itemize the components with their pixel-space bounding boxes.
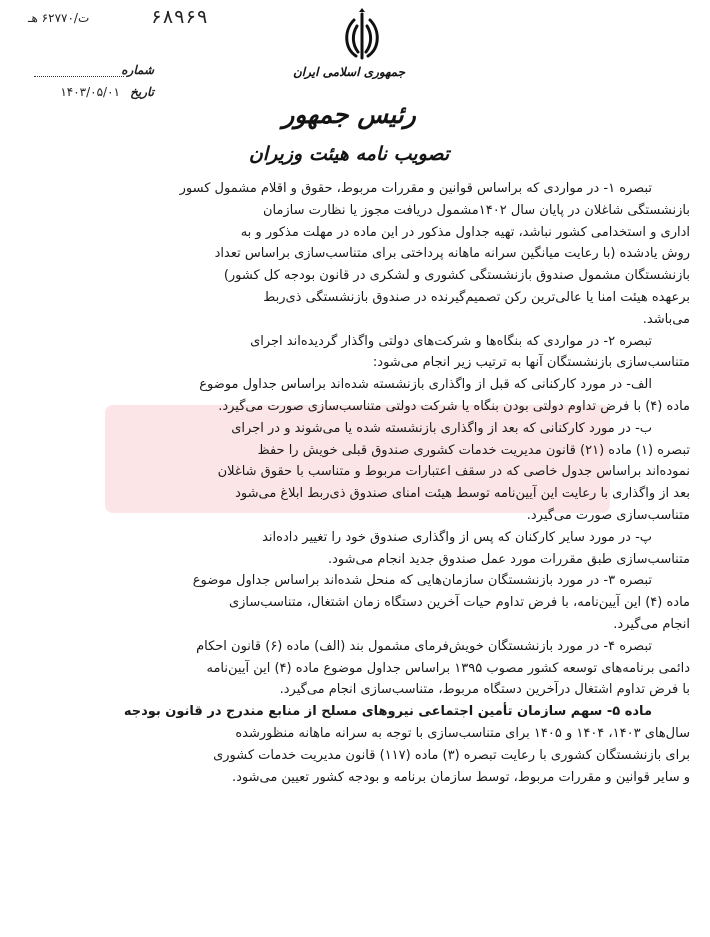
body-line: تبصره (۱) ماده (۲۱) قانون مدیریت خدمات کشوری صندوق قبلی خویش را حفظ — [257, 442, 690, 458]
body-line: بازنشستگی شاغلان در پایان سال ۱۴۰۲مشمول دریافت مجوز یا نظارت سازمان — [262, 202, 690, 218]
body-line: برای بازنشستگان کشوری با رعایت تبصره (۳) ماده (۱۱۷) قانون مدیریت خدمات کشوری — [213, 747, 690, 763]
reference-code: ت/۶۲۷۷۰ هـ — [28, 11, 90, 25]
cabinet-decree-title: تصویب نامه هیئت وزیران — [248, 143, 450, 165]
body-line: متناسب‌سازی صورت می‌گیرد. — [526, 507, 690, 523]
body-line: نموده‌اند براساس جدول خاصی که در سقف اعتبارات مربوط و متناسب با حقوق شاغلان — [217, 464, 690, 480]
body-line: با فرض تداوم اشتغال درآخرین دستگاه مربوط، متناسب‌سازی انجام می‌گیرد. — [279, 682, 690, 698]
body-line: تبصره ۳- در مورد بازنشستگان سازمان‌هایی که منحل شده‌اند براساس جداول موضوع — [192, 573, 652, 589]
body-line: ماده ۵- سهم سازمان تأمین اجتماعی نیروهای مسلح از منابع مندرج در قانون بودجه — [123, 704, 652, 720]
republic-title: جمهوری اسلامی ایران — [292, 65, 406, 79]
body-line: متناسب‌سازی بازنشستگان آنها به ترتیب زیر انجام می‌شود: — [372, 355, 690, 371]
body-line: انجام می‌گیرد. — [613, 616, 690, 632]
reference-number: ۶۸۹۶۹ — [150, 6, 208, 28]
body-line: الف- در مورد کارکنانی که قبل از واگذاری بازنشسته شده‌اند براساس جداول موضوع — [199, 377, 652, 393]
body-line: و سایر قوانین و مقررات مربوط، توسط سازمان برنامه و بودجه کشور تعیین می‌شود. — [231, 769, 690, 785]
iran-emblem-icon — [338, 8, 386, 64]
body-line: ماده (۴) این آیین‌نامه، با فرض تداوم حیات آخرین دستگاه زمان اشتغال، متناسب‌سازی — [228, 595, 690, 611]
body-line: ماده (۴) با فرض تداوم دولتی بودن بنگاه یا شرکت دولتی متناسب‌سازی صورت می‌گیرد. — [218, 398, 690, 414]
body-line: بعد از واگذاری با رعایت این آیین‌نامه توسط هیئت امنای صندوق ذی‌ربط ابلاغ می‌شود — [235, 486, 690, 502]
body-line: اداری و استخدامی کشور نباشد، تهیه جداول مذکور در این ماده در مهلت مذکور و به — [240, 224, 690, 240]
body-line: می‌باشد. — [642, 311, 690, 327]
body-line: پ- در مورد سایر کارکنان که پس از واگذاری صندوق خود را تغییر داده‌اند — [262, 529, 652, 545]
body-line: برعهده هیئت امنا یا عالی‌ترین رکن تصمیم‌گیرنده در صندوق بازنشستگی ذی‌ربط — [263, 289, 690, 305]
body-line: دائمی برنامه‌های توسعه کشور مصوب ۱۳۹۵ براساس جداول موضوع ماده (۴) این آیین‌نامه — [206, 660, 690, 676]
body-line: تبصره ۲- در مواردی که بنگاه‌ها و شرکت‌های دولتی واگذار گردیده‌اند اجرای — [250, 333, 652, 349]
body-line: ب- در مورد کارکنانی که بعد از واگذاری بازنشسته شده یا می‌شوند و در اجرای — [231, 420, 652, 436]
body-line: روش یادشده (با رعایت میانگین سرانه ماهانه پرداختی برای متناسب‌سازی براساس تعداد — [214, 246, 690, 262]
reference-row — [28, 6, 208, 32]
number-label: شماره — [121, 63, 154, 77]
president-title: رئیس جمهور — [282, 100, 416, 129]
body-line: بازنشستگان مشمول صندوق بازنشستگی کشوری و لشکری در قانون بودجه کل کشور) — [223, 268, 690, 284]
body-line: متناسب‌سازی طبق مقررات مورد عمل صندوق جدید انجام می‌شود. — [327, 551, 690, 567]
body-line: سال‌های ۱۴۰۳، ۱۴۰۴ و ۱۴۰۵ برای متناسب‌سازی با توجه به سرانه ماهانه منظورشده — [235, 725, 690, 741]
body-line: تبصره ۱- در مواردی که براساس قوانین و مقررات مربوط، حقوق و اقلام مشمول کسور — [179, 181, 652, 196]
decree-body — [28, 178, 690, 788]
date-field — [34, 85, 154, 101]
date-value: ۱۴۰۳/۰۵/۰۱ — [60, 85, 120, 99]
date-label: تاریخ — [130, 85, 154, 99]
body-line: تبصره ۴- در مورد بازنشستگان خویش‌فرمای مشمول بند (الف) ماده (۶) قانون احکام — [196, 638, 652, 654]
